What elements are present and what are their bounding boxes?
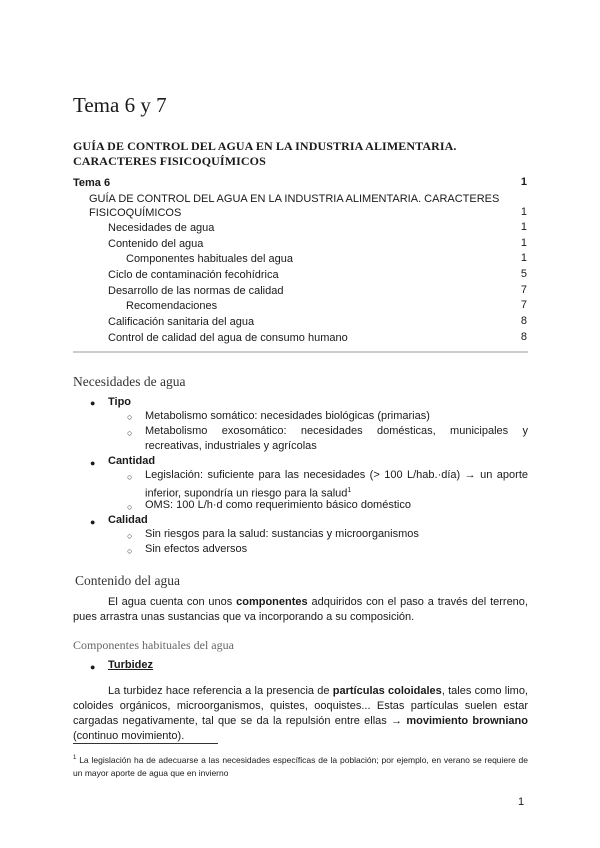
list-item: Metabolismo somático: necesidades biológicas (primarias): [145, 410, 430, 422]
list-item: Sin efectos adversos: [145, 543, 248, 555]
toc-entry-page: 7: [520, 284, 527, 296]
toc-entry-label[interactable]: Componentes habituales del agua: [126, 253, 293, 265]
circle-bullet-icon: ○: [127, 472, 133, 482]
bullet-icon: ●: [90, 458, 96, 468]
toc-divider: [73, 351, 528, 353]
circle-bullet-icon: ○: [127, 502, 133, 512]
toc-entry-page: 8: [520, 315, 527, 327]
paragraph: [73, 595, 528, 625]
list-item: OMS: 100 L/h·d como requerimiento básico doméstico: [145, 499, 411, 511]
footnote-reference[interactable]: 1: [347, 487, 352, 494]
toc-entry-page: 1: [520, 176, 527, 188]
circle-bullet-icon: ○: [127, 546, 133, 556]
list-item-turbidez: Turbidez: [108, 659, 154, 671]
toc-entry-label[interactable]: Calificación sanitaria del agua: [108, 316, 255, 328]
toc-entry-label[interactable]: Control de calidad del agua de consumo humano: [108, 332, 348, 344]
list-item-text: Legislación: suficiente para las necesidades (> 100 L/hab.·día) → un aporte inferior, supondría un riesgo para la salud: [145, 469, 528, 500]
subsection-heading: Componentes habituales del agua: [73, 638, 234, 652]
page-number: 1: [518, 796, 525, 808]
list-item-tipo: Tipo: [108, 396, 132, 408]
bullet-icon: ●: [90, 398, 96, 408]
toc-entry-label[interactable]: GUÍA DE CONTROL DEL AGUA EN LA INDUSTRIA ALIMENTARIA. CARACTERES FISICOQUÍMICOS: [89, 193, 500, 219]
text-run: (continuo movimiento).: [73, 730, 185, 742]
circle-bullet-icon: ○: [127, 531, 133, 541]
footnote: [73, 752, 528, 780]
list-item-calidad: Calidad: [108, 514, 148, 526]
circle-bullet-icon: ○: [127, 428, 133, 438]
toc-entry-label[interactable]: Necesidades de agua: [108, 222, 215, 234]
toc-entry-label[interactable]: Ciclo de contaminación fecohídrica: [108, 269, 279, 281]
list-item: Sin riesgos para la salud: sustancias y microorganismos: [145, 528, 419, 540]
toc-entry-label[interactable]: Tema 6: [73, 177, 111, 189]
list-item: Metabolismo exosomático: necesidades domésticas, municipales y recreativas, industriales y agrícolas: [145, 425, 528, 452]
footnote-separator: [73, 743, 218, 744]
section-heading: Necesidades de agua: [73, 374, 186, 389]
footnote-text: La legislación ha de adecuarse a las necesidades específicas de la población; por ejemplo, en verano se requiere de un mayor aporte de agua que en invierno: [73, 754, 528, 778]
toc-entry-page: 7: [520, 299, 527, 311]
toc-entry-page: 5: [520, 268, 527, 280]
text-run: El agua cuenta con unos: [108, 596, 237, 608]
list-item: [145, 468, 528, 502]
toc-entry-label[interactable]: Contenido del agua: [108, 238, 204, 250]
text-run: La turbidez hace referencia a la presencia de: [108, 685, 333, 697]
document-subtitle: GUÍA DE CONTROL DEL AGUA EN LA INDUSTRIA ALIMENTARIA. CARACTERES FISICOQUÍMICOS: [73, 139, 457, 168]
section-heading: Contenido del agua: [75, 573, 180, 588]
bold-term: partículas coloidales: [332, 685, 442, 697]
text-run: , tales como limo, coloides orgánicos, microorganismos, quistes, ooquistes... Estas partículas suelen estar cargadas negativamente, tal que se da la repulsión entre ellas →: [73, 685, 528, 727]
toc-entry-page: 1: [520, 252, 527, 264]
circle-bullet-icon: ○: [127, 412, 133, 422]
toc-entry-page: 8: [520, 331, 527, 343]
bullet-icon: ●: [90, 662, 96, 672]
toc-entry-label[interactable]: Recomendaciones: [126, 300, 218, 312]
paragraph: [73, 684, 528, 744]
bold-term: componentes: [236, 596, 308, 608]
toc-entry-label[interactable]: Desarrollo de las normas de calidad: [108, 285, 284, 297]
text-run: adquiridos con el paso a través del terreno, pues arrastra unas sustancias que va incorporando a su composición.: [73, 596, 528, 623]
bullet-icon: ●: [90, 517, 96, 527]
footnote-mark: 1: [73, 755, 77, 761]
bold-term: movimiento browniano: [406, 715, 528, 727]
toc-entry-page: 1: [520, 206, 527, 218]
list-item-cantidad: Cantidad: [108, 455, 156, 467]
page-title: Tema 6 y 7: [73, 93, 167, 117]
toc-entry-page: 1: [520, 221, 527, 233]
toc-entry-page: 1: [520, 237, 527, 249]
